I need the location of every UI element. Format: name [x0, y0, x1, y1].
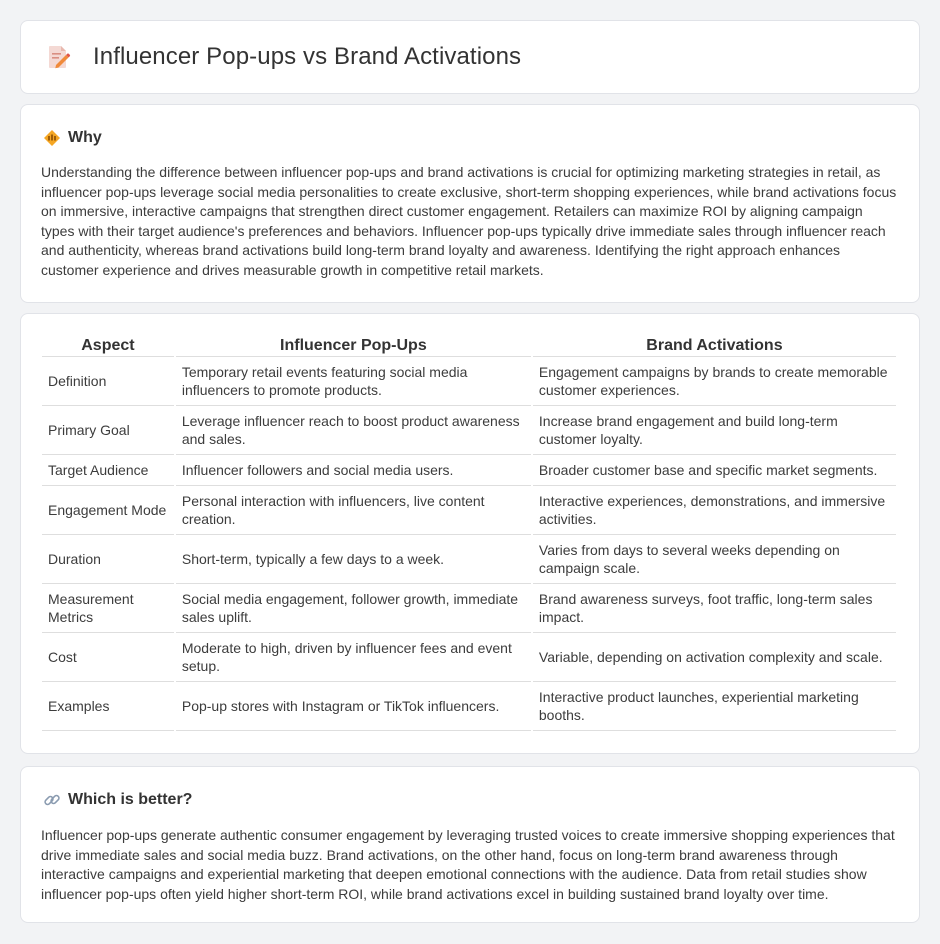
header-influencer-popups: Influencer Pop-Ups — [176, 336, 531, 357]
why-section — [20, 104, 920, 303]
table-row — [42, 357, 896, 406]
row-brand: Broader customer base and specific market segments. — [533, 455, 896, 486]
row-aspect: Cost — [42, 633, 174, 682]
row-aspect: Duration — [42, 535, 174, 584]
row-brand: Varies from days to several weeks depending on campaign scale. — [533, 535, 896, 584]
diamond-warning-icon — [43, 129, 61, 147]
row-brand: Engagement campaigns by brands to create memorable customer experiences. — [533, 357, 896, 406]
header-brand-activations: Brand Activations — [533, 336, 896, 357]
table-row — [42, 682, 896, 731]
table-header-row — [42, 336, 896, 357]
row-aspect: Target Audience — [42, 455, 174, 486]
table-row — [42, 486, 896, 535]
header-aspect: Aspect — [42, 336, 174, 357]
why-title: Why — [68, 129, 102, 146]
comparison-section — [20, 313, 920, 754]
page-title: Influencer Pop-ups vs Brand Activations — [93, 43, 522, 70]
row-aspect: Examples — [42, 682, 174, 731]
table-row — [42, 633, 896, 682]
row-brand: Variable, depending on activation complexity and scale. — [533, 633, 896, 682]
row-aspect: Primary Goal — [42, 406, 174, 455]
row-influencer: Influencer followers and social media users. — [176, 455, 531, 486]
better-heading — [41, 789, 899, 811]
row-brand: Brand awareness surveys, foot traffic, long-term sales impact. — [533, 584, 896, 633]
comparison-table — [40, 336, 898, 731]
title-card — [20, 20, 920, 94]
row-influencer: Pop-up stores with Instagram or TikTok influencers. — [176, 682, 531, 731]
row-influencer: Short-term, typically a few days to a week. — [176, 535, 531, 584]
table-row — [42, 584, 896, 633]
row-aspect: Engagement Mode — [42, 486, 174, 535]
row-influencer: Social media engagement, follower growth, immediate sales uplift. — [176, 584, 531, 633]
row-influencer: Personal interaction with influencers, live content creation. — [176, 486, 531, 535]
better-title: Which is better? — [68, 791, 193, 808]
why-paragraph: Understanding the difference between influencer pop-ups and brand activations is crucial for optimizing marketing strategies in retail, as influencer pop-ups leverage social media personalities to create exclusive, short-term shopping experiences, while brand activations focus on immersive, interactive campaigns that strengthen direct customer engagement. Retailers can maximize ROI by aligning campaign types with their target audience's preferences and behaviors. Influencer pop-ups typically drive immediate sales through influencer reach and authenticity, whereas brand activations build long-term brand loyalty and awareness. Identifying the right approach enhances customer experience and drives measurable growth in competitive retail markets. — [41, 164, 897, 278]
row-aspect: Definition — [42, 357, 174, 406]
edit-document-icon — [47, 44, 71, 70]
row-influencer: Temporary retail events featuring social media influencers to promote products. — [176, 357, 531, 406]
row-brand: Interactive product launches, experiential marketing booths. — [533, 682, 896, 731]
which-better-section — [20, 766, 920, 923]
row-influencer: Moderate to high, driven by influencer fees and event setup. — [176, 633, 531, 682]
why-heading — [41, 127, 899, 149]
link-icon — [43, 791, 61, 809]
row-influencer: Leverage influencer reach to boost product awareness and sales. — [176, 406, 531, 455]
table-row — [42, 535, 896, 584]
row-brand: Interactive experiences, demonstrations, and immersive activities. — [533, 486, 896, 535]
row-aspect: Measurement Metrics — [42, 584, 174, 633]
row-brand: Increase brand engagement and build long-term customer loyalty. — [533, 406, 896, 455]
better-paragraph: Influencer pop-ups generate authentic consumer engagement by leveraging trusted voices to create immersive shopping experiences that drive immediate sales and social media buzz. Brand activations, on the other hand, focus on long-term brand awareness through interactive campaigns and experiential marketing that deepen emotional connections with the audience. Data from retail studies show influencer pop-ups often yield higher short-term ROI, while brand activations excel in building sustained brand loyalty over time. — [41, 827, 895, 902]
table-row — [42, 406, 896, 455]
table-row — [42, 455, 896, 486]
